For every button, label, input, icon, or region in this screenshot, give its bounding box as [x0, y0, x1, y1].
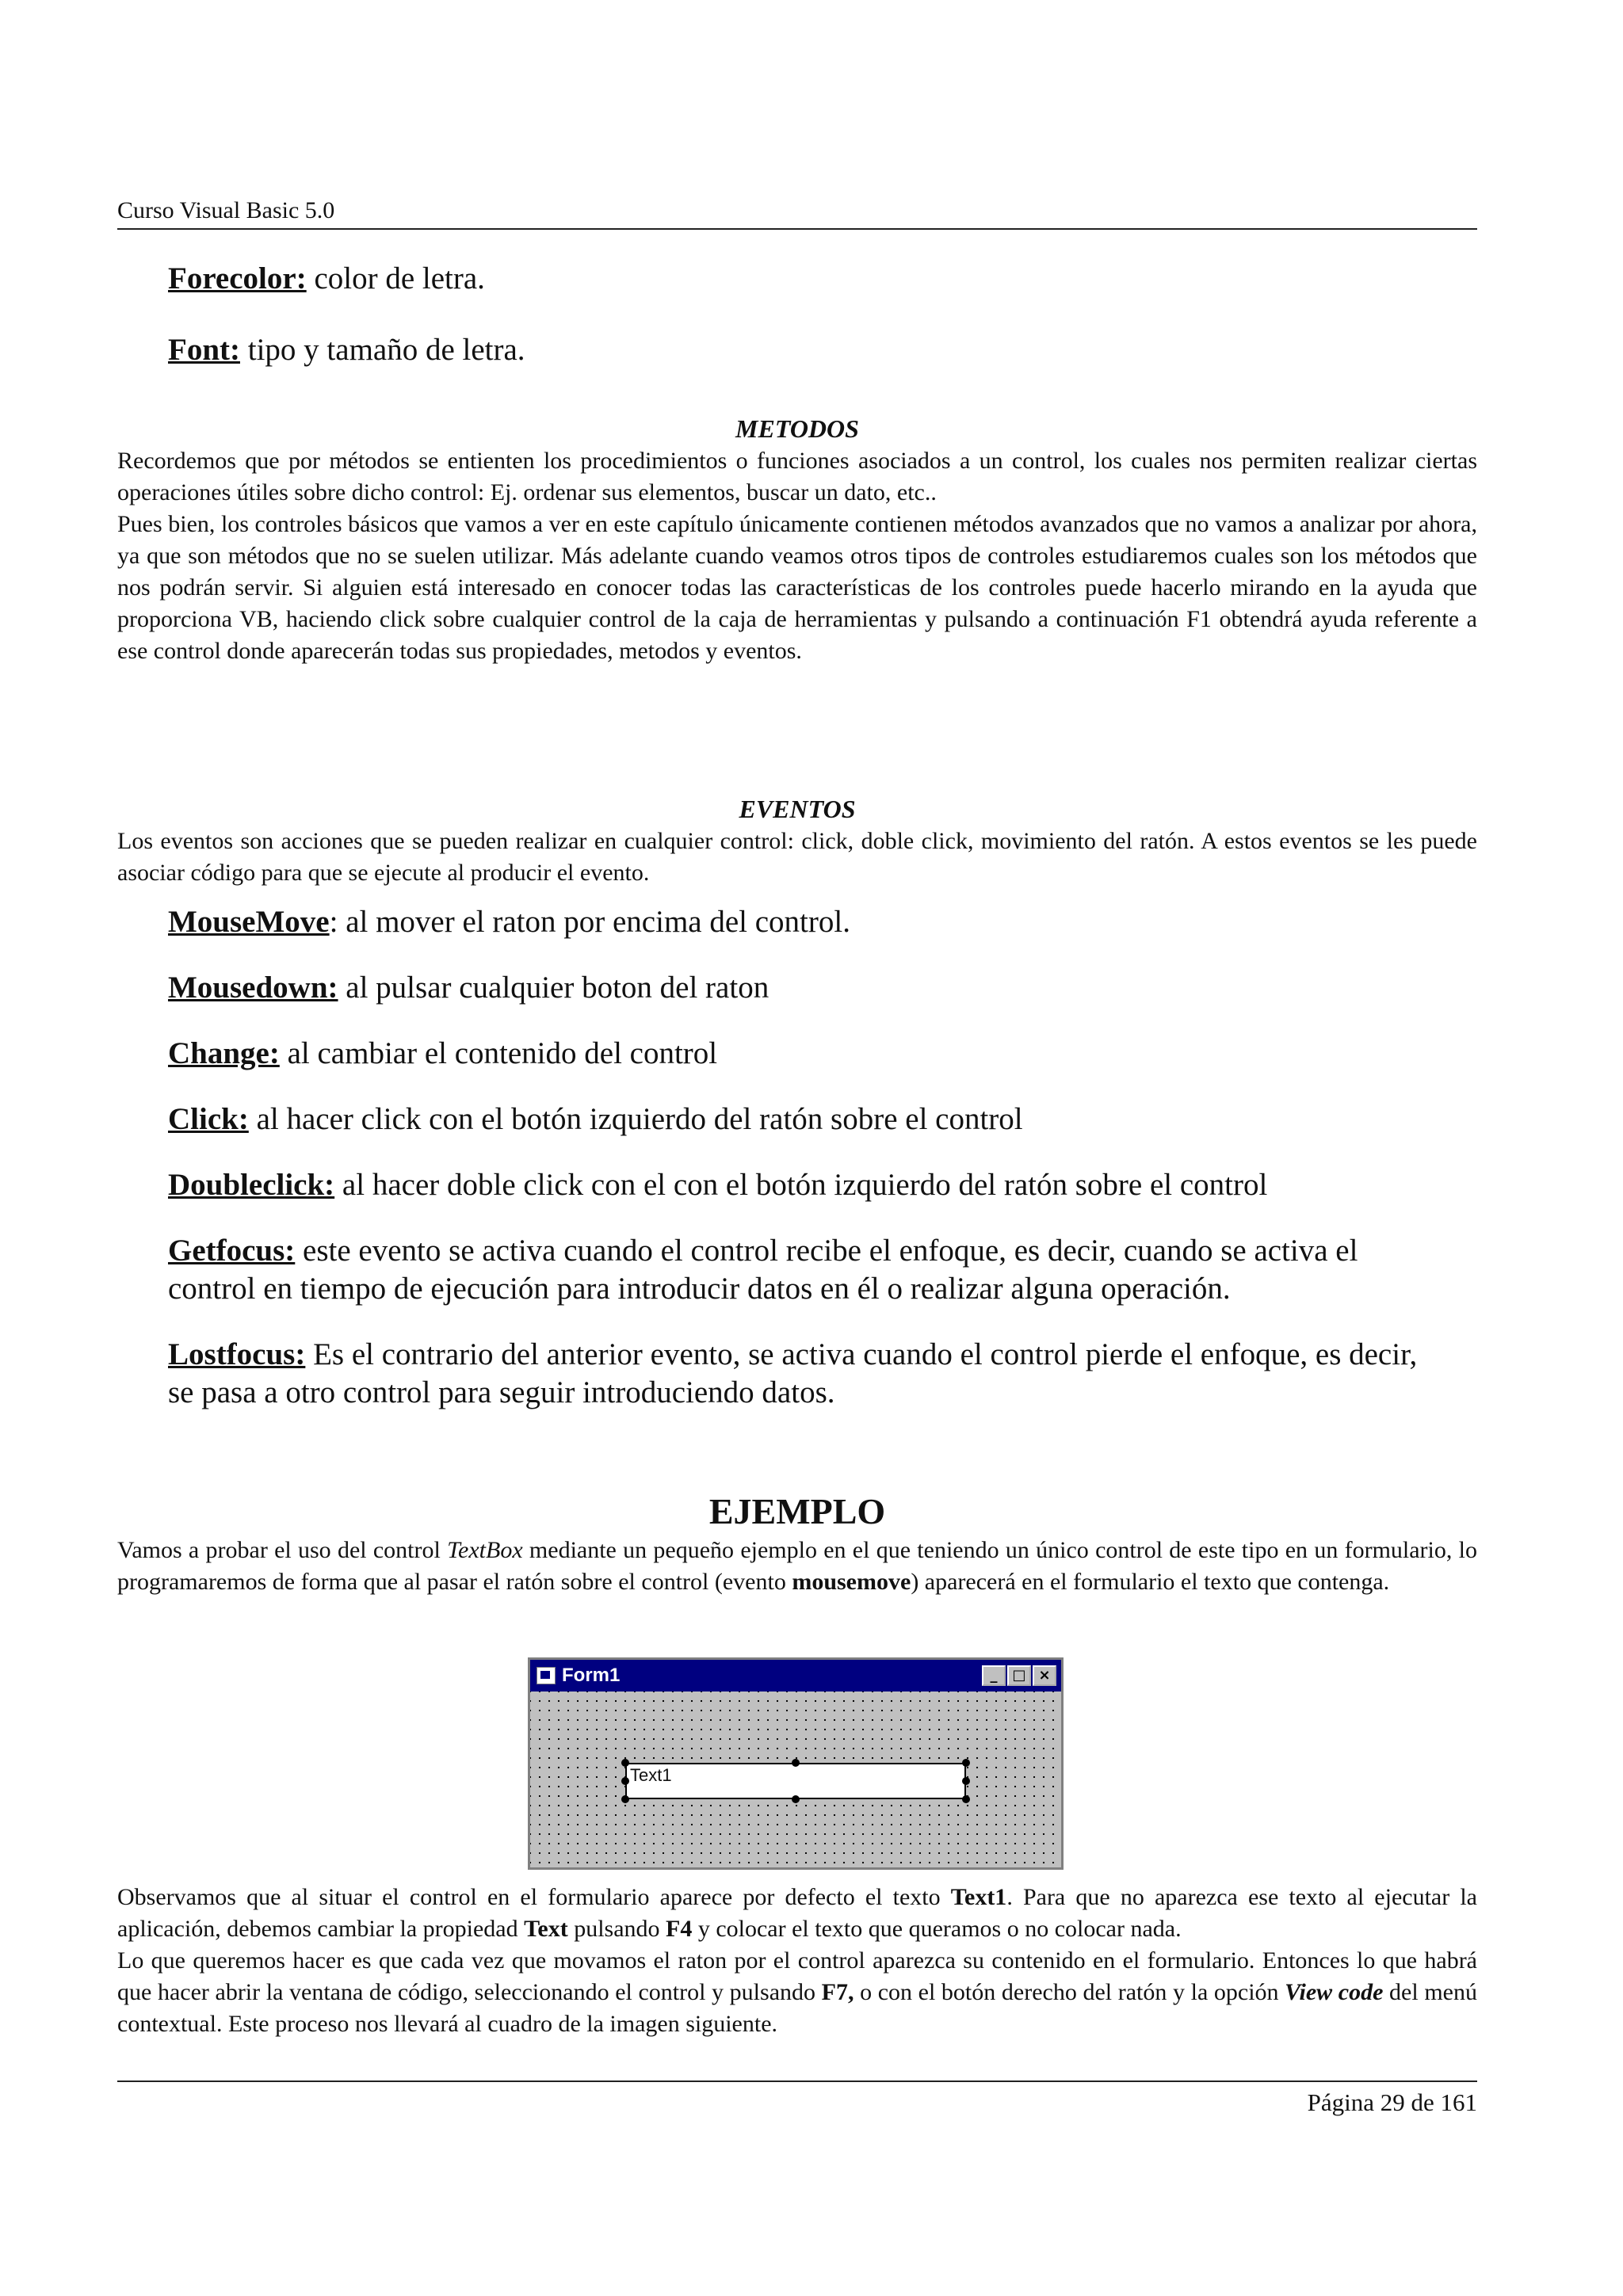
- text-run-bold: Text1: [950, 1884, 1007, 1910]
- header-title: Curso Visual Basic 5.0: [117, 197, 335, 223]
- text-run-bold: F7,: [821, 1979, 854, 2005]
- event-term: Lostfocus:: [168, 1337, 306, 1371]
- page-number: Página 29 de 161: [1307, 2088, 1477, 2116]
- resize-handle[interactable]: [792, 1795, 800, 1803]
- vb-form-titlebar: [530, 1660, 1061, 1691]
- event-text: Es el contrario del anterior evento, se activa cuando el control pierde el enfoque, es decir, se pasa a otro control para seguir introduciendo datos.: [168, 1337, 1418, 1409]
- metodos-paragraph-1: Recordemos que por métodos se entienten los procedimientos o funciones asociados a un control, los cuales nos permiten realizar ciertas operaciones útiles sobre dicho control: Ej. ordenar sus elementos, buscar un dato, etc..: [117, 448, 1477, 505]
- property-term: Forecolor:: [168, 261, 307, 296]
- resize-handle[interactable]: [621, 1759, 629, 1767]
- resize-handle[interactable]: [621, 1777, 629, 1785]
- metodos-body: [117, 445, 1477, 667]
- vb-form-design-grid: [530, 1691, 1061, 1867]
- resize-handle[interactable]: [621, 1795, 629, 1803]
- eventos-heading: EVENTOS: [739, 795, 856, 823]
- event-mousemove: [168, 903, 1436, 941]
- resize-handle[interactable]: [792, 1759, 800, 1767]
- text-run: ) aparecerá en el formulario el texto que contenga.: [911, 1569, 1390, 1595]
- text-run-bold-italic: View code: [1285, 1979, 1384, 2005]
- vb-form-window: [528, 1657, 1064, 1870]
- page-header: [117, 196, 1477, 230]
- event-text: al hacer click con el botón izquierdo del ratón sobre el control: [248, 1102, 1023, 1136]
- text-run: pulsando: [567, 1916, 666, 1942]
- event-text: al cambiar el contenido del control: [279, 1036, 718, 1070]
- close-icon[interactable]: ×: [1033, 1665, 1056, 1686]
- paragraph: [117, 1945, 1477, 2040]
- event-term: MouseMove: [168, 905, 330, 939]
- event-term: Mousedown:: [168, 971, 338, 1005]
- vb-form-title: Form1: [562, 1665, 621, 1686]
- text-run-bold: mousemove: [792, 1569, 911, 1595]
- window-controls: [982, 1665, 1056, 1686]
- event-term: Change:: [168, 1036, 280, 1070]
- event-text: : al mover el raton por encima del control.: [329, 905, 850, 939]
- eventos-intro: Los eventos son acciones que se pueden realizar en cualquier control: click, doble click, movimiento del ratón. A estos eventos se les puede asociar código para que se ejecute al producir el evento.: [117, 828, 1477, 886]
- metodos-heading: METODOS: [735, 414, 859, 443]
- text-run: . Para que no aparezca ese texto al ejecutar la aplicación, debemos cambiar la propiedad: [117, 1884, 1477, 1942]
- text-run: del menú contextual. Este proceso nos llevará al cuadro de la imagen siguiente.: [117, 1979, 1477, 2037]
- text-run: mediante un pequeño ejemplo en el que teniendo un único control de este tipo en un formulario, lo programaremos de forma que al pasar el ratón sobre el control (evento: [117, 1537, 1477, 1595]
- event-getfocus: [168, 1232, 1436, 1308]
- form-icon: [537, 1667, 556, 1684]
- metodos-paragraph-2: Pues bien, los controles básicos que vamos a ver en este capítulo únicamente contienen métodos avanzados que no vamos a analizar por ahora, ya que son métodos que no se suelen utilizar. Más adelante cuando veamos otros tipos de controles estudiaremos cuales son los métodos que nos podrán servir. Si alguien está interesado en conocer todas las características de los controles puede hacerlo mirando en la ayuda que proporciona VB, haciendo click sobre cualquier control de la caja de herramientas y pulsando a continuación F1 obtendrá ayuda referente a ese control donde aparecerán todas sus propiedades, metodos y eventos.: [117, 511, 1477, 664]
- text-run-italic: TextBox: [447, 1537, 523, 1563]
- footer-rule: [117, 2081, 1477, 2082]
- ejemplo-paragraph-2: [117, 1882, 1477, 2040]
- event-text: al pulsar cualquier boton del raton: [338, 971, 769, 1005]
- ejemplo-heading: EJEMPLO: [708, 1491, 886, 1531]
- text-run-bold: F4: [666, 1916, 693, 1942]
- event-lostfocus: [168, 1336, 1436, 1412]
- event-change: [168, 1035, 1436, 1073]
- event-click: [168, 1100, 1436, 1138]
- property-text: color de letra.: [306, 261, 485, 296]
- event-term: Doubleclick:: [168, 1168, 335, 1202]
- minimize-icon[interactable]: _: [982, 1665, 1006, 1686]
- event-text: este evento se activa cuando el control recibe el enfoque, es decir, cuando se activa el control en tiempo de ejecución para introducir datos en él o realizar alguna operación.: [168, 1234, 1358, 1306]
- event-mousedown: [168, 969, 1436, 1007]
- text-run: Vamos a probar el uso del control: [117, 1537, 448, 1563]
- property-term: Font:: [168, 333, 240, 367]
- event-term: Click:: [168, 1102, 249, 1136]
- text-run-bold: Text: [524, 1916, 568, 1942]
- vb-textbox-text1[interactable]: [625, 1763, 966, 1799]
- text-run: y colocar el texto que queramos o no colocar nada.: [692, 1916, 1182, 1942]
- textbox-value: Text1: [630, 1765, 672, 1785]
- property-forecolor: [168, 260, 1436, 298]
- ejemplo-paragraph-1: [117, 1535, 1477, 1598]
- resize-handle[interactable]: [962, 1759, 970, 1767]
- text-run: Lo que queremos hacer es que cada vez que movamos el raton por el control aparezca su contenido en el formulario. Entonces lo que habrá que hacer abrir la ventana de código, seleccionando el control y pulsando: [117, 1947, 1477, 2005]
- property-text: tipo y tamaño de letra.: [240, 333, 525, 367]
- event-term: Getfocus:: [168, 1234, 296, 1268]
- property-font: [168, 331, 1436, 369]
- text-run: Observamos que al situar el control en el formulario aparece por defecto el texto: [117, 1884, 951, 1910]
- event-text: al hacer doble click con el con el botón izquierdo del ratón sobre el control: [334, 1168, 1268, 1202]
- paragraph: [117, 1882, 1477, 1945]
- resize-handle[interactable]: [962, 1777, 970, 1785]
- text-run: o con el botón derecho del ratón y la opción: [854, 1979, 1285, 2005]
- event-doubleclick: [168, 1166, 1436, 1204]
- resize-handle[interactable]: [962, 1795, 970, 1803]
- maximize-icon[interactable]: □: [1007, 1665, 1031, 1686]
